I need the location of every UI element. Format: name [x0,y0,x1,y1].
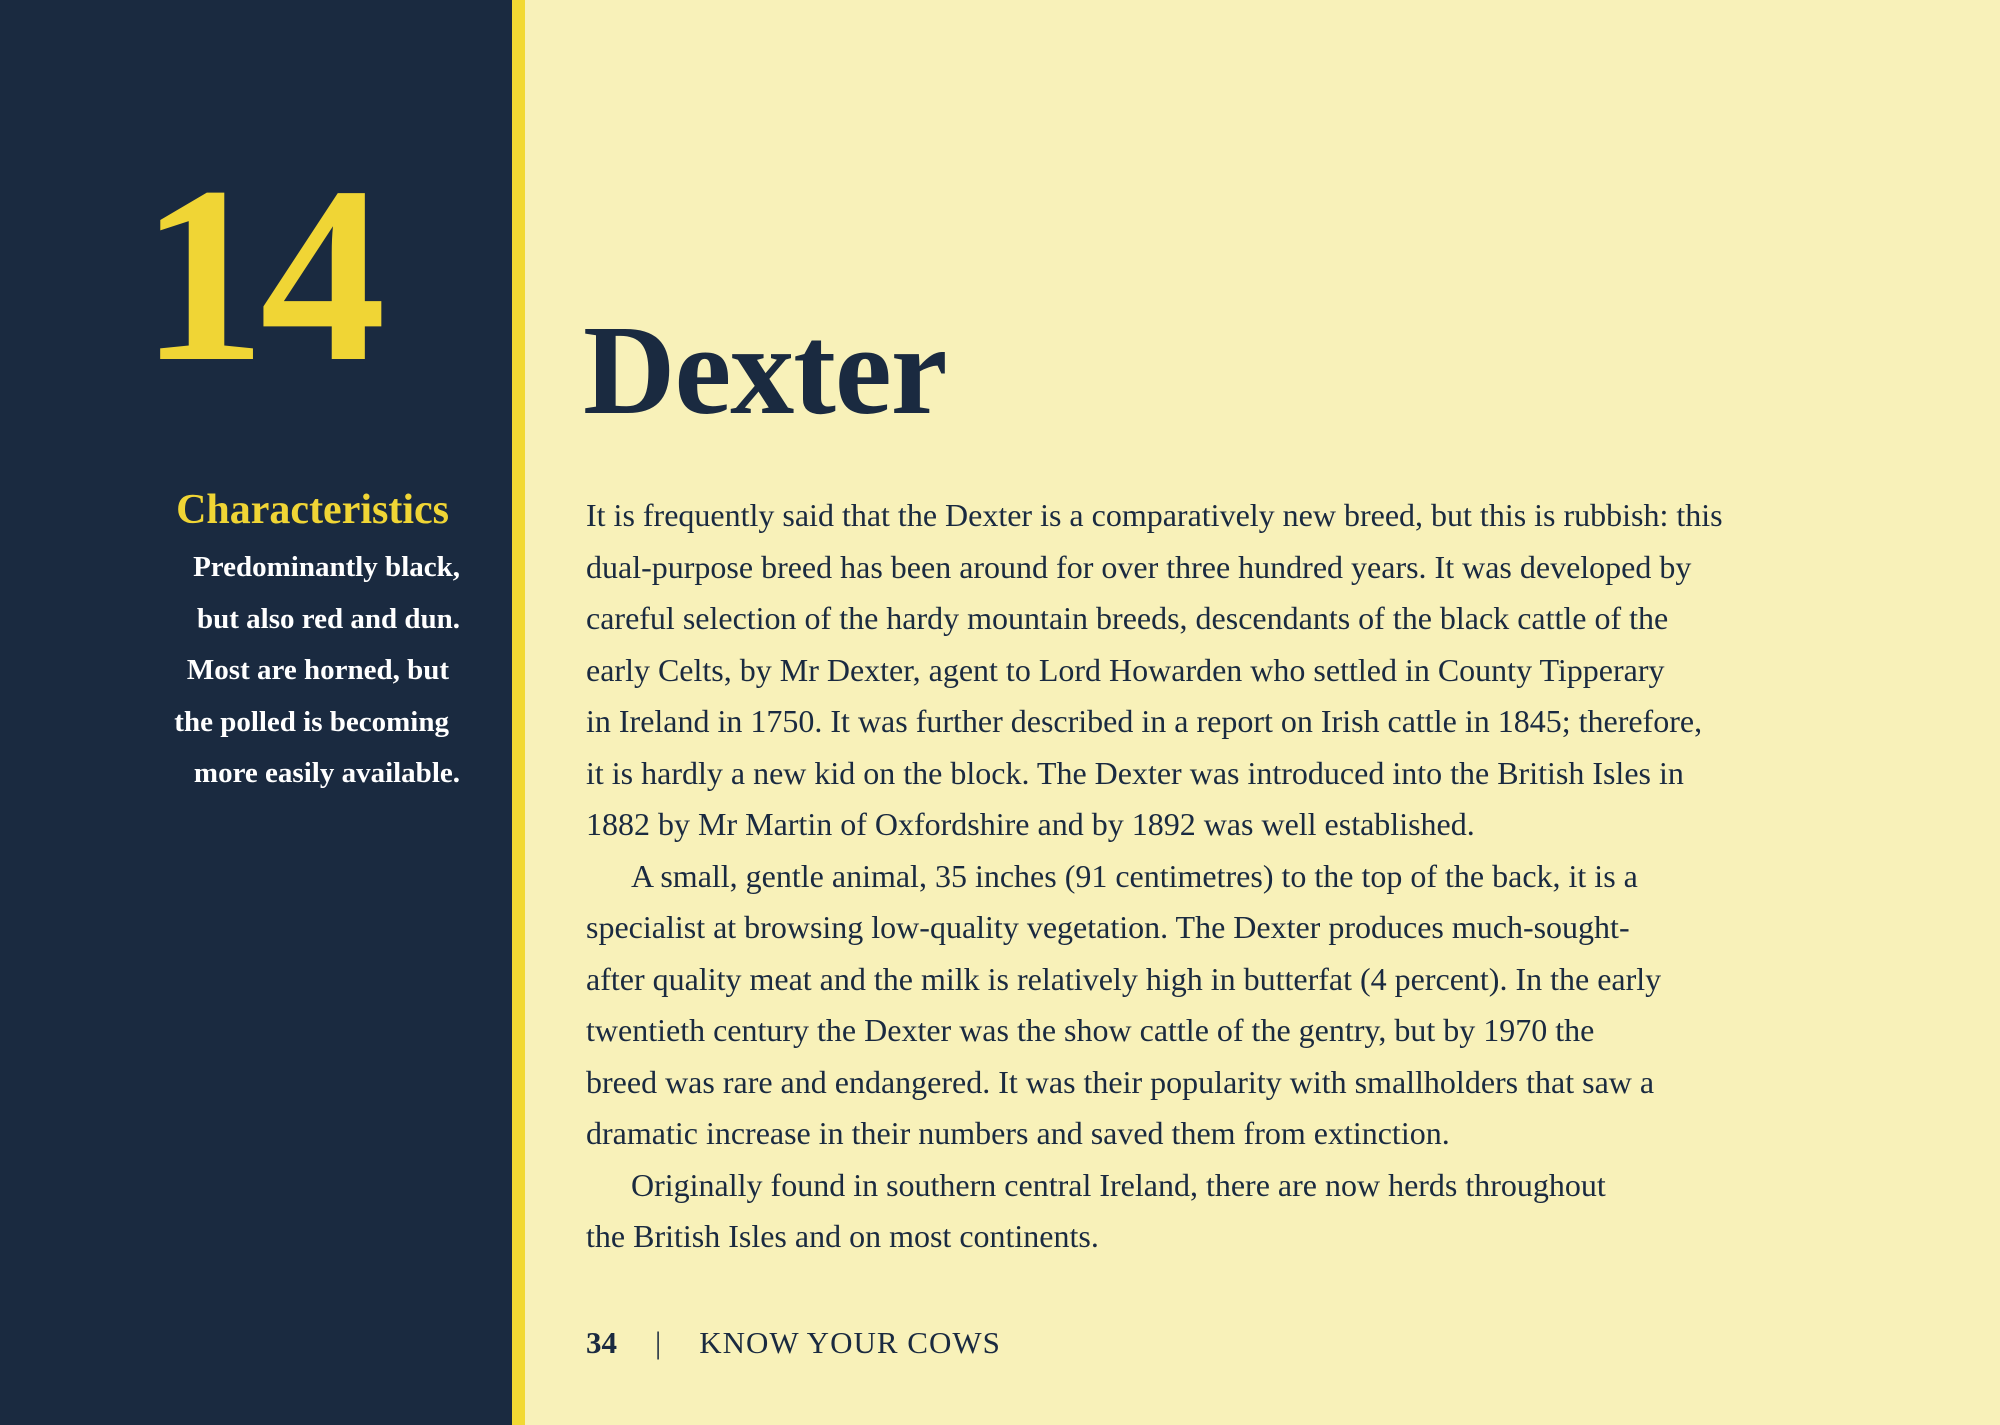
text-line: careful selection of the hardy mountain breeds, descendants of the black cattle of the [586,600,1669,636]
paragraph-1 [586,490,1846,851]
text-line: It is frequently said that the Dexter is a comparatively new breed, but this is rubbish: this [586,497,1723,533]
paragraph-2 [586,851,1846,1160]
book-title: KNOW YOUR COWS [699,1325,1001,1360]
text-line: breed was rare and endangered. It was their popularity with smallholders that saw a [586,1063,1655,1100]
text-line: Originally found in southern central Ireland, there are now herds throughout [631,1166,1606,1203]
page-footer [586,1318,1001,1368]
yellow-divider-rule [512,0,525,1425]
breed-number: 14 [140,134,380,414]
characteristics-line: Predominantly black, [193,551,460,583]
text-line: dramatic increase in their numbers and saved them from extinction. [586,1115,1450,1151]
text-line: 1882 by Mr Martin of Oxfordshire and by 1892 was well established. [586,806,1475,842]
footer-separator: | [655,1325,662,1360]
text-line: dual-purpose breed has been around for over three hundred years. It was developed by [586,548,1692,585]
paragraph-3 [586,1160,1846,1263]
text-line: twentieth century the Dexter was the show cattle of the gentry, but by 1970 the [586,1012,1595,1048]
page-number: 34 [586,1325,617,1360]
text-line: early Celts, by Mr Dexter, agent to Lord Howarden who settled in County Tipperary [586,651,1665,688]
text-line: in Ireland in 1750. It was further described in a report on Irish cattle in 1845; therefore, [586,703,1703,739]
characteristics-text [0,542,460,800]
characteristics-line: the polled is becoming [174,705,449,738]
characteristics-line: but also red and dun. [197,602,460,635]
text-line: specialist at browsing low-quality vegetation. The Dexter produces much-sought- [586,909,1630,945]
characteristics-heading: Characteristics [176,487,449,533]
page-title: Dexter [583,299,947,441]
characteristics-line: more easily available. [193,757,460,789]
text-line: it is hardly a new kid on the block. The Dexter was introduced into the British Isles in [586,754,1684,791]
text-line: A small, gentle animal, 35 inches (91 centimetres) to the top of the back, it is a [631,857,1638,894]
text-line: after quality meat and the milk is relatively high in butterfat (4 percent). In the early [586,960,1662,997]
characteristics-line: Most are horned, but [186,654,449,686]
body-text [586,490,1846,1263]
text-line: the British Isles and on most continents. [586,1218,1099,1254]
